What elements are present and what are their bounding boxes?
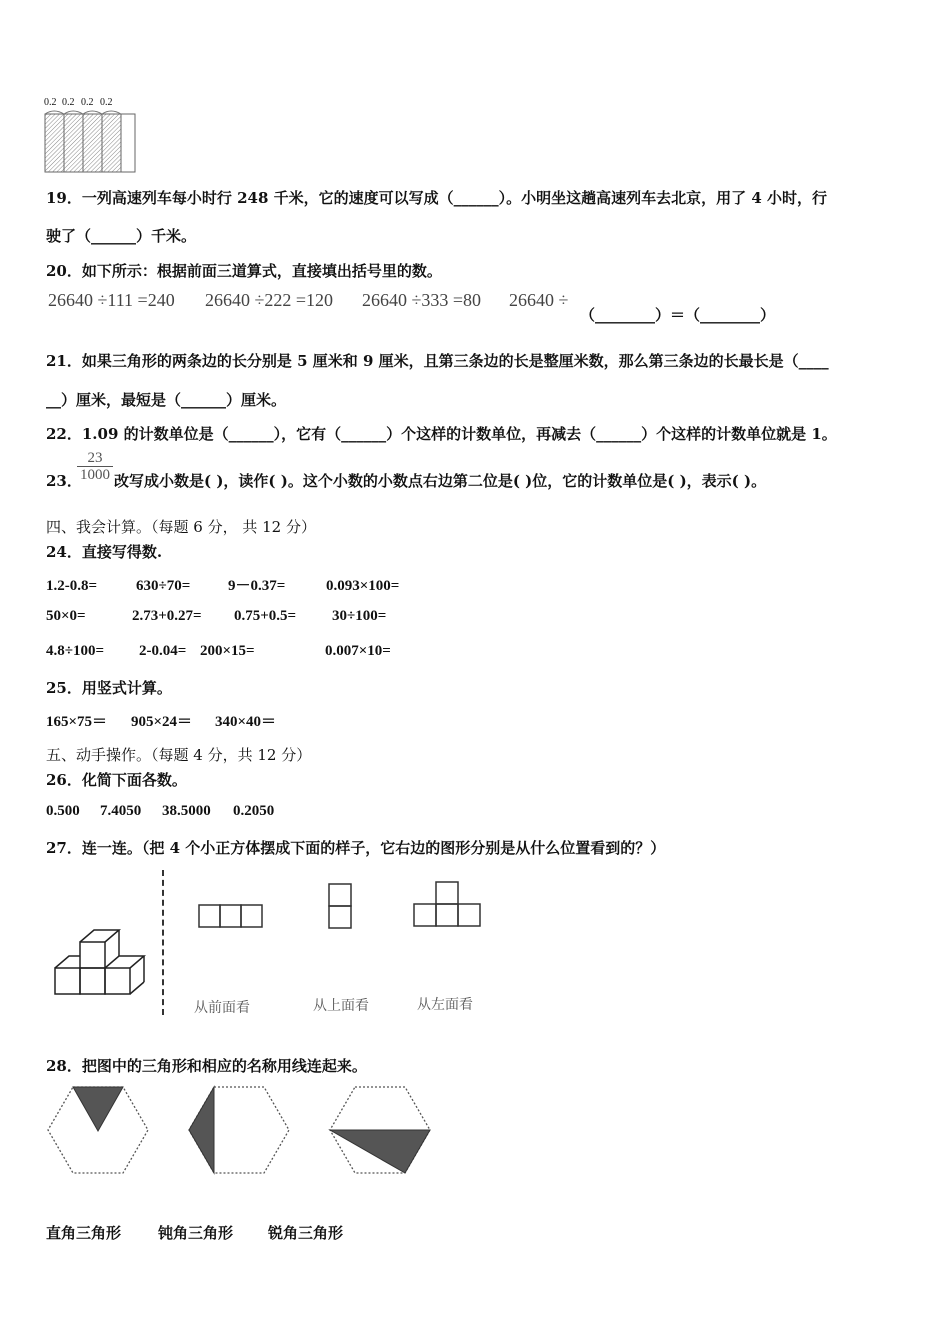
q28-title: 28．把图中的三角形和相应的名称用线连起来。 (46, 1057, 367, 1075)
calc-item: 0.007×10= (325, 643, 391, 659)
q20-answer-blanks: （________）＝（________） (580, 306, 776, 324)
calc-item: 0.093×100= (326, 578, 400, 594)
q24-row-2 (46, 608, 386, 625)
calc-item: 340×40＝ (215, 714, 277, 730)
q25-title: 25．用竖式计算。 (46, 679, 172, 697)
calc-item: 30÷100= (332, 608, 387, 624)
view-label-top: 从上面看 (313, 998, 369, 1014)
view-two-stacked (328, 883, 354, 929)
calc-item: 165×75＝ (46, 714, 108, 730)
calc-item: 905×24＝ (131, 714, 193, 730)
triangle-name-obtuse: 钝角三角形 (158, 1224, 234, 1242)
q26-items (46, 803, 274, 820)
q23-text: 改写成小数是( )，读作( )。这个小数的小数点右边第二位是( )位，它的计数单位是( )，表示( )。 (114, 472, 767, 490)
view-three-in-row (198, 904, 266, 930)
q19-line1: 19．一列高速列车每小时行 248 千米，它的速度可以写成（______）。小明坐这趟高速列车去北京，用了 4 小时，行 (46, 189, 828, 207)
cube-stack-figure (52, 920, 172, 998)
q23-fraction (77, 450, 113, 484)
q21-line1: 21．如果三角形的两条边的长分别是 5 厘米和 9 厘米，且第三条边的长是整厘米数，那么第三条边的长最长是（____ (46, 352, 829, 370)
calc-item: 0.500 (46, 803, 80, 819)
hexagon-with-obtuse-triangle (187, 1085, 291, 1175)
calc-item: 0.2050 (233, 803, 275, 819)
fraction-denominator: 1000 (77, 466, 113, 484)
q20-title: 20．如下所示：根据前面三道算式，直接填出括号里的数。 (46, 262, 442, 280)
q19-line2: 驶了（______）千米。 (46, 227, 197, 245)
calc-item: 1.2-0.8= (46, 578, 98, 594)
fraction-numerator: 23 (87, 450, 103, 466)
calc-item: 4.8÷100= (46, 643, 105, 659)
strip-label: 0.2 (81, 97, 94, 108)
calc-item: 0.75+0.5= (234, 608, 297, 624)
hatched-strips-diagram (44, 108, 144, 172)
strip-label: 0.2 (44, 97, 57, 108)
triangle-name-acute: 锐角三角形 (268, 1224, 344, 1242)
q24-row-1 (46, 574, 399, 595)
q26-title: 26．化简下面各数。 (46, 771, 187, 789)
calc-item: 9－0.37= (228, 578, 286, 594)
q24-title: 24．直接写得数. (46, 543, 163, 561)
q24-row-3 (46, 643, 391, 660)
calc-item: 2.73+0.27= (132, 608, 202, 624)
triangle-name-right: 直角三角形 (46, 1224, 122, 1242)
calc-item: 7.4050 (100, 803, 142, 819)
calc-item: 2-0.04= (139, 643, 187, 659)
calc-item: 50×0= (46, 608, 86, 624)
q20-eq-1: 26640 ÷111 =240 (48, 290, 175, 310)
strip-label: 0.2 (100, 97, 113, 108)
calc-item: 38.5000 (162, 803, 211, 819)
q20-eq-2: 26640 ÷222 =120 (205, 290, 334, 310)
q27-title: 27．连一连。（把 4 个小正方体摆成下面的样子，它右边的图形分别是从什么位置看到的？） (46, 839, 666, 857)
q22-text: 22．1.09 的计数单位是（______），它有（______）个这样的计数单位，再减去（______）个这样的计数单位就是 1。 (46, 425, 837, 443)
q23-number: 23． (46, 472, 82, 490)
view-t-shape (413, 881, 483, 929)
hexagon-with-acute-triangle (46, 1085, 150, 1175)
q20-eq-4: 26640 ÷ (509, 290, 569, 310)
calc-item: 630÷70= (136, 578, 191, 594)
view-label-front: 从前面看 (194, 1000, 250, 1016)
divider-dashed (162, 870, 164, 1015)
section-4-title: 四、我会计算。（每题 6 分， 共 12 分） (46, 518, 316, 536)
calc-item: 200×15= (200, 643, 255, 659)
strip-label: 0.2 (62, 97, 75, 108)
q20-eq-3: 26640 ÷333 =80 (362, 290, 482, 310)
q25-items (46, 710, 276, 731)
q21-line2: __）厘米，最短是（______）厘米。 (46, 391, 287, 409)
section-5-title: 五、动手操作。（每题 4 分，共 12 分） (46, 746, 312, 764)
hexagon-with-right-triangle (328, 1085, 432, 1175)
view-label-left: 从左面看 (417, 997, 473, 1013)
